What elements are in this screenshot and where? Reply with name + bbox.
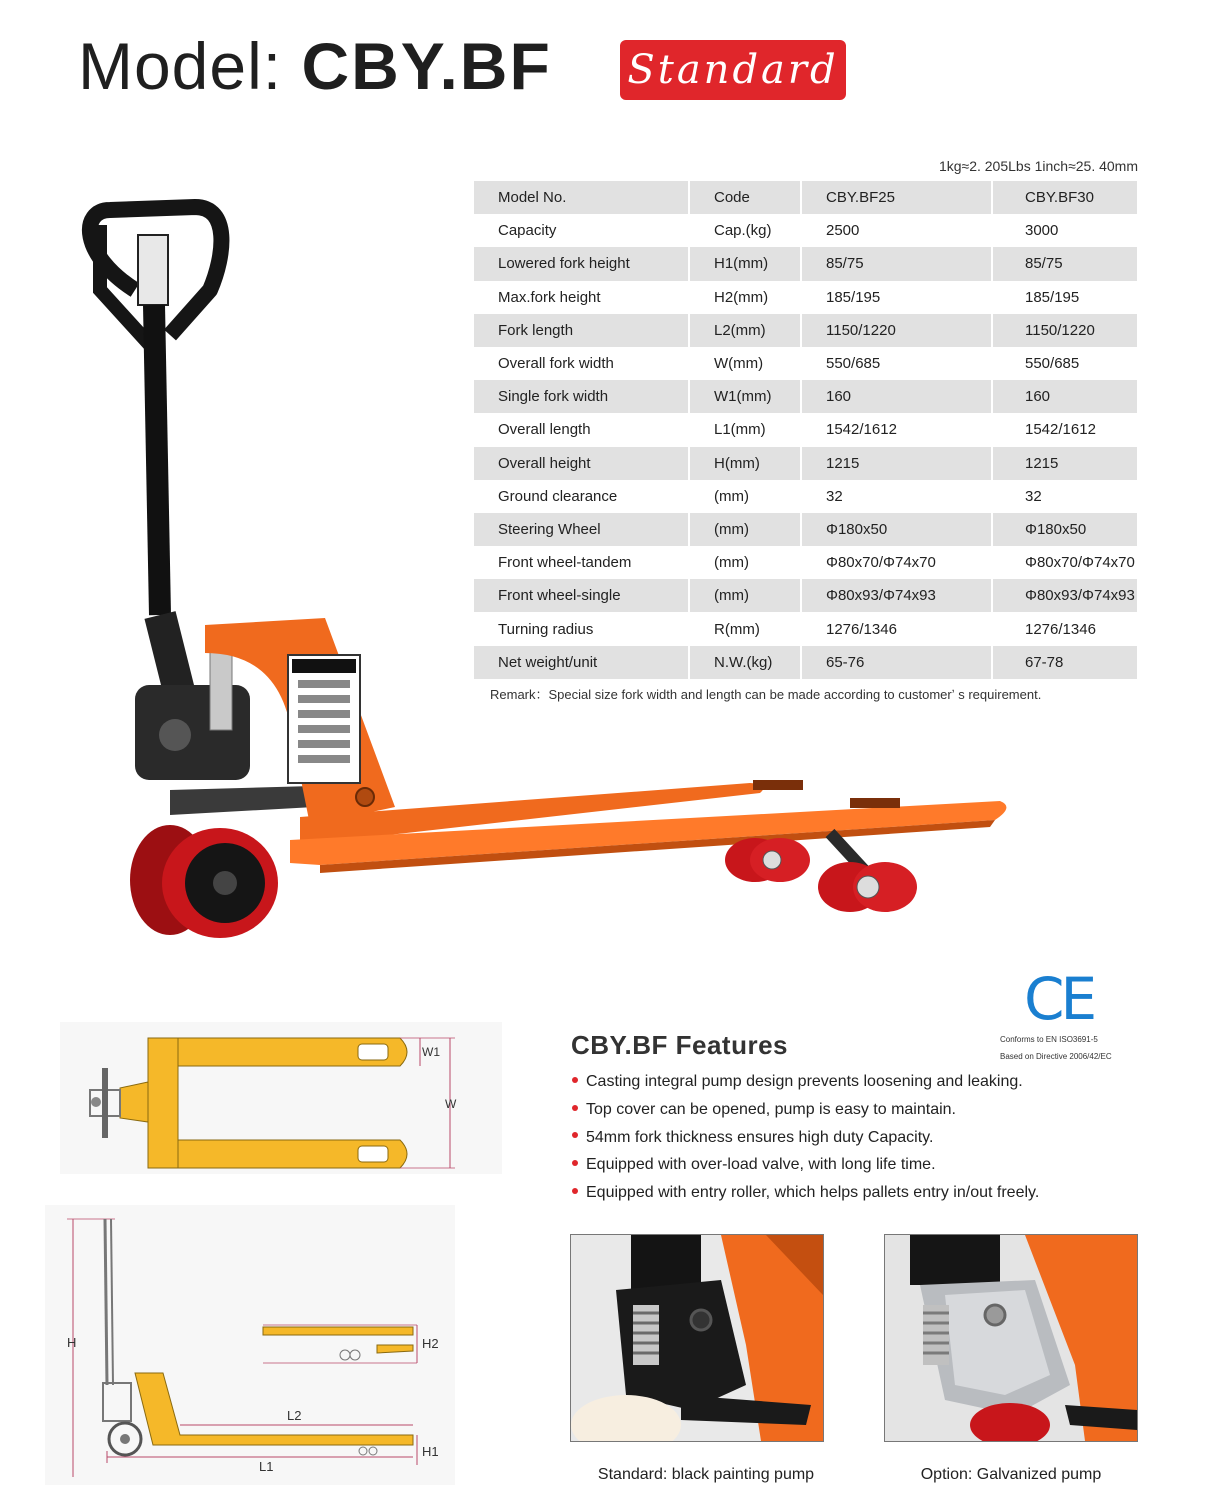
spec-bf30-cell: 3000 (992, 214, 1137, 247)
spec-bf30-cell: 160 (992, 380, 1137, 413)
spec-bf25-cell: Φ180x50 (801, 513, 992, 546)
spec-label-cell: Overall height (474, 447, 689, 480)
black-pump-photo (570, 1234, 824, 1442)
spec-bf25-cell: 65-76 (801, 646, 992, 679)
standard-badge: Standard (620, 40, 846, 100)
model-name: CBY.BF (301, 29, 552, 103)
w1-label: W1 (422, 1045, 440, 1059)
black-pump-image (571, 1235, 823, 1441)
side-view-diagram (45, 1205, 455, 1485)
spec-label-cell: Max.fork height (474, 281, 689, 314)
spec-bf30-cell: 185/195 (992, 281, 1137, 314)
page-title (78, 28, 552, 104)
spec-bf30-cell: 1215 (992, 447, 1137, 480)
left-photo-caption: Standard: black painting pump (597, 1466, 815, 1483)
ce-conformity-line: Conforms to EN ISO3691-5 (1000, 1035, 1098, 1044)
spec-bf30-cell: CBY.BF30 (992, 181, 1137, 214)
spec-label-cell: Lowered fork height (474, 247, 689, 280)
ce-directive-line: Based on Directive 2006/42/EC (1000, 1052, 1112, 1061)
spec-bf25-cell: 160 (801, 380, 992, 413)
spec-bf25-cell: 550/685 (801, 347, 992, 380)
spec-bf30-cell: 1542/1612 (992, 413, 1137, 446)
spec-code-cell: (mm) (689, 579, 801, 612)
spec-bf25-cell: 85/75 (801, 247, 992, 280)
spec-code-cell: Code (689, 181, 801, 214)
feature-item (572, 1068, 1039, 1096)
feature-item (572, 1151, 1039, 1179)
spec-bf30-cell: 1276/1346 (992, 612, 1137, 645)
spec-code-cell: W1(mm) (689, 380, 801, 413)
spec-bf25-cell: 32 (801, 480, 992, 513)
spec-bf30-cell: 550/685 (992, 347, 1137, 380)
bullet-icon (572, 1160, 578, 1166)
model-prefix: Model: (78, 29, 302, 103)
spec-code-cell: L1(mm) (689, 413, 801, 446)
features-title: CBY.BF Features (571, 1030, 788, 1060)
spec-code-cell: (mm) (689, 546, 801, 579)
spec-code-cell: L2(mm) (689, 314, 801, 347)
feature-text: Equipped with entry roller, which helps pallets entry in/out freely. (586, 1184, 1040, 1202)
spec-bf30-cell: 85/75 (992, 247, 1137, 280)
h1-label: H1 (422, 1444, 439, 1459)
spec-label-cell: Model No. (474, 181, 689, 214)
spec-code-cell: (mm) (689, 480, 801, 513)
spec-label-cell: Fork length (474, 314, 689, 347)
right-photo-caption: Option: Galvanized pump (920, 1466, 1102, 1483)
spec-bf30-cell: 32 (992, 480, 1137, 513)
spec-code-cell: H2(mm) (689, 281, 801, 314)
bullet-icon (572, 1105, 578, 1111)
features-list (572, 1068, 1039, 1207)
spec-code-cell: H1(mm) (689, 247, 801, 280)
spec-label-cell: Steering Wheel (474, 513, 689, 546)
spec-bf25-cell: 2500 (801, 214, 992, 247)
spec-label-cell: Single fork width (474, 380, 689, 413)
ce-mark-icon: CE (1024, 965, 1094, 1033)
top-view-diagram (60, 1022, 502, 1174)
spec-bf25-cell: CBY.BF25 (801, 181, 992, 214)
l2-label: L2 (287, 1408, 302, 1423)
spec-bf25-cell: Φ80x93/Φ74x93 (801, 579, 992, 612)
bullet-icon (572, 1188, 578, 1194)
spec-bf25-cell: 1542/1612 (801, 413, 992, 446)
galvanized-pump-photo (884, 1234, 1138, 1442)
feature-item (572, 1096, 1039, 1124)
spec-label-cell: Capacity (474, 214, 689, 247)
spec-label-cell: Turning radius (474, 612, 689, 645)
bullet-icon (572, 1132, 578, 1138)
spec-bf25-cell: Φ80x70/Φ74x70 (801, 546, 992, 579)
spec-bf30-cell: 67-78 (992, 646, 1137, 679)
feature-text: Casting integral pump design prevents loosening and leaking. (586, 1073, 1023, 1090)
spec-bf30-cell: Φ80x93/Φ74x93 (992, 579, 1137, 612)
w-label: W (445, 1097, 457, 1111)
h2-label: H2 (422, 1336, 439, 1351)
spec-label-cell: Overall length (474, 413, 689, 446)
units-note: 1kg≈2. 205Lbs 1inch≈25. 40mm (938, 158, 1138, 174)
spec-bf25-cell: 1276/1346 (801, 612, 992, 645)
spec-code-cell: N.W.(kg) (689, 646, 801, 679)
bullet-icon (572, 1077, 578, 1083)
spec-bf25-cell: 1215 (801, 447, 992, 480)
spec-code-cell: Cap.(kg) (689, 214, 801, 247)
spec-code-cell: W(mm) (689, 347, 801, 380)
feature-text: Equipped with over-load valve, with long life time. (586, 1156, 936, 1174)
spec-code-cell: H(mm) (689, 447, 801, 480)
spec-bf30-cell: 1150/1220 (992, 314, 1137, 347)
galvanized-pump-image (885, 1235, 1137, 1441)
spec-bf25-cell: 185/195 (801, 281, 992, 314)
spec-bf30-cell: Φ180x50 (992, 513, 1137, 546)
spec-bf30-cell: Φ80x70/Φ74x70 (992, 546, 1137, 579)
spec-code-cell: (mm) (689, 513, 801, 546)
spec-label-cell: Ground clearance (474, 480, 689, 513)
h-label: H (67, 1335, 77, 1350)
spec-label-cell: Front wheel-single (474, 579, 689, 612)
l1-label: L1 (259, 1459, 274, 1474)
spec-label-cell: Net weight/unit (474, 646, 689, 679)
feature-item (572, 1179, 1039, 1207)
spec-label-cell: Front wheel-tandem (474, 546, 689, 579)
spec-label-cell: Overall fork width (474, 347, 689, 380)
pallet-truck-illustration (60, 195, 1020, 940)
spec-code-cell: R(mm) (689, 612, 801, 645)
ce-certification (1000, 965, 1140, 1062)
feature-text: 54mm fork thickness ensures high duty Capacity. (586, 1128, 934, 1146)
spec-bf25-cell: 1150/1220 (801, 314, 992, 347)
remark-text: Remark：Special size fork width and length can be made according to customerʼ s requirement. (490, 687, 1042, 702)
feature-item (572, 1124, 1039, 1152)
feature-text: Top cover can be opened, pump is easy to maintain. (586, 1100, 956, 1118)
